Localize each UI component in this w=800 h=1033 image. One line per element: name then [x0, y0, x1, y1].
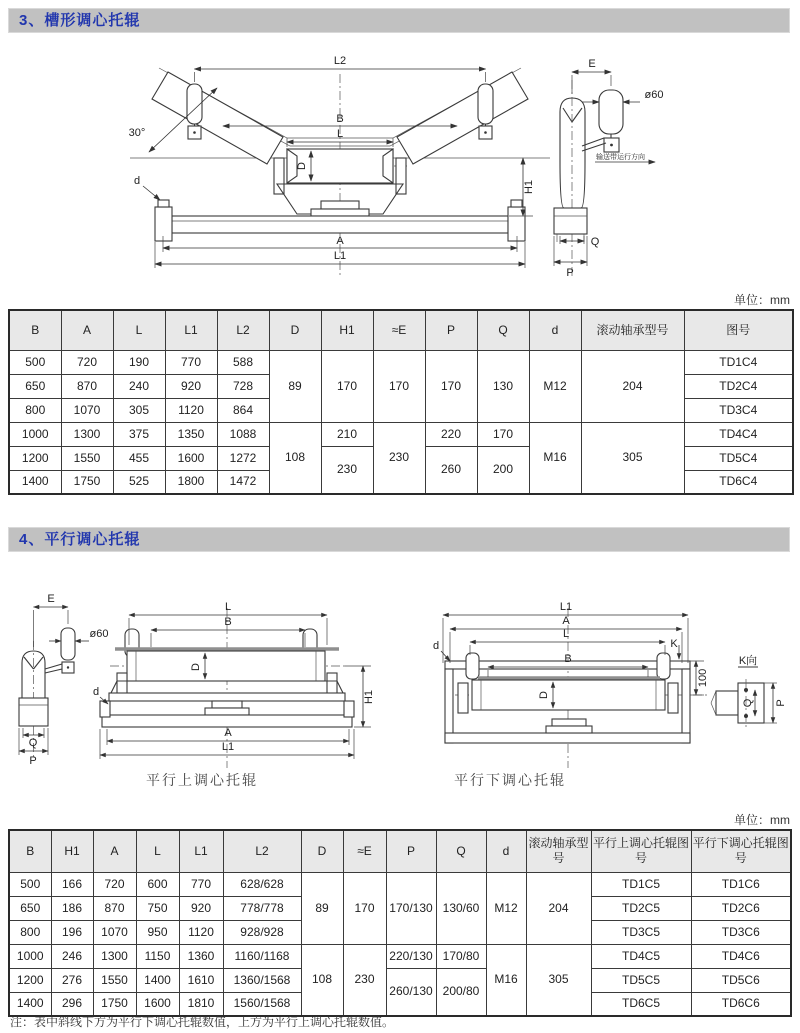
col-header: P	[386, 830, 436, 872]
cell: 1000	[9, 944, 51, 968]
cell: 260	[425, 446, 477, 494]
col-header: 滚动轴承型号	[526, 830, 591, 872]
cell: 240	[113, 374, 165, 398]
cell: 130	[477, 350, 529, 422]
cell: M16	[486, 944, 526, 1016]
section4-header-bar	[8, 527, 790, 552]
dim-label-bolt-d: d	[92, 686, 100, 698]
cell: TD1C5	[591, 872, 691, 896]
trough-idler-side-view-drawing	[540, 50, 790, 290]
cell: TD4C6	[691, 944, 791, 968]
cell: TD3C6	[691, 920, 791, 944]
cell: 170	[321, 350, 373, 422]
cell: 1810	[179, 992, 223, 1016]
dim-label-dia60: ø60	[644, 89, 664, 101]
cell: 720	[61, 350, 113, 374]
cell: 600	[136, 872, 179, 896]
col-header: L	[113, 310, 165, 350]
col-header: Q	[477, 310, 529, 350]
dim-label-dia60: ø60	[89, 628, 109, 640]
section3-title: 3、槽形调心托辊	[19, 12, 141, 29]
cell: 108	[301, 944, 343, 1016]
cell: 500	[9, 872, 51, 896]
dim-label-p: P	[566, 267, 574, 279]
cell: TD4C4	[684, 422, 793, 446]
cell: 170	[477, 422, 529, 446]
col-header: A	[61, 310, 113, 350]
table-note: 注：表中斜线下方为平行下调心托辊数值，上方为平行上调心托辊数值。	[10, 1015, 395, 1029]
cell: 305	[526, 944, 591, 1016]
col-header: A	[93, 830, 136, 872]
dim-label-q: Q	[742, 698, 754, 708]
cell: TD2C5	[591, 896, 691, 920]
cell: 1150	[136, 944, 179, 968]
col-header: B	[9, 830, 51, 872]
dim-label-e: E	[588, 58, 596, 70]
col-header: L1	[179, 830, 223, 872]
cell: 920	[179, 896, 223, 920]
cell: 1120	[165, 398, 217, 422]
cell: 1120	[179, 920, 223, 944]
cell: TD3C4	[684, 398, 793, 422]
cell: 246	[51, 944, 93, 968]
col-header: 平行上调心托辊图号	[591, 830, 691, 872]
cell: 170	[343, 872, 386, 944]
cell: 650	[9, 896, 51, 920]
dim-label-angle30: 30°	[128, 127, 146, 139]
dim-label-l1: L1	[221, 741, 235, 753]
dim-label-d-roller: D	[296, 162, 308, 170]
cell: 89	[269, 350, 321, 422]
col-header: D	[269, 310, 321, 350]
section3-header-bar	[8, 8, 790, 33]
col-header: 图号	[684, 310, 793, 350]
col-header: H1	[51, 830, 93, 872]
table-header-row	[9, 830, 791, 872]
cell: 770	[165, 350, 217, 374]
cell: 1550	[61, 446, 113, 470]
trough-idler-dimensions-table	[8, 309, 794, 495]
cell: 305	[581, 422, 684, 494]
cell: TD2C4	[684, 374, 793, 398]
cell: 770	[179, 872, 223, 896]
cell: 778/778	[223, 896, 301, 920]
col-header: Q	[436, 830, 486, 872]
dim-label-h1: H1	[363, 689, 375, 705]
cell: 920	[165, 374, 217, 398]
cell: 375	[113, 422, 165, 446]
cell: TD5C5	[591, 968, 691, 992]
cell: 210	[321, 422, 373, 446]
col-header: d	[486, 830, 526, 872]
col-header: L2	[223, 830, 301, 872]
cell: 204	[526, 872, 591, 944]
cell: 1560/1568	[223, 992, 301, 1016]
cell: 1070	[93, 920, 136, 944]
table-row	[9, 422, 793, 446]
dim-label-a: A	[224, 727, 232, 739]
dim-label-l: L	[224, 601, 232, 613]
cell: TD6C5	[591, 992, 691, 1016]
cell: 296	[51, 992, 93, 1016]
dim-label-b: B	[224, 616, 232, 628]
cell: 130/60	[436, 872, 486, 944]
cell: M12	[486, 872, 526, 944]
dim-label-p: P	[775, 699, 787, 707]
cell: 220	[425, 422, 477, 446]
cell: 200	[477, 446, 529, 494]
cell: 864	[217, 398, 269, 422]
cell: 89	[301, 872, 343, 944]
cell: 1550	[93, 968, 136, 992]
table-row	[9, 944, 791, 968]
dim-label-l: L	[336, 128, 344, 140]
cell: 108	[269, 422, 321, 494]
cell: 455	[113, 446, 165, 470]
col-header: B	[9, 310, 61, 350]
cell: 200/80	[436, 968, 486, 1016]
cell: 1400	[9, 470, 61, 494]
dim-label-e: E	[47, 593, 55, 605]
dim-label-d-roller: D	[538, 691, 550, 699]
col-header: D	[301, 830, 343, 872]
cell: M16	[529, 422, 581, 494]
cell: TD6C4	[684, 470, 793, 494]
cell: 260/130	[386, 968, 436, 1016]
cell: 170/130	[386, 872, 436, 944]
cell: TD2C6	[691, 896, 791, 920]
dim-label-h1: H1	[523, 179, 535, 195]
cell: 650	[9, 374, 61, 398]
table-row	[9, 968, 791, 992]
cell: 1200	[9, 446, 61, 470]
belt-direction-label: 输送带运行方向	[596, 154, 645, 161]
cell: 500	[9, 350, 61, 374]
cell: 1750	[61, 470, 113, 494]
cell: 1200	[9, 968, 51, 992]
cell: 186	[51, 896, 93, 920]
parallel-lower-idler-drawing	[420, 583, 795, 773]
cell: 1610	[179, 968, 223, 992]
cell: 750	[136, 896, 179, 920]
col-header: L	[136, 830, 179, 872]
unit-label: 单位：mm	[734, 293, 790, 307]
dim-label-l: L	[562, 628, 570, 640]
cell: TD5C4	[684, 446, 793, 470]
cell: 1160/1168	[223, 944, 301, 968]
col-header: 平行下调心托辊图号	[691, 830, 791, 872]
col-header: P	[425, 310, 477, 350]
parallel-idler-dimensions-table	[8, 829, 792, 1017]
table-row	[9, 872, 791, 896]
cell: 1000	[9, 422, 61, 446]
dim-label-100: 100	[697, 668, 709, 688]
cell: TD1C6	[691, 872, 791, 896]
cell: 220/130	[386, 944, 436, 968]
cell: 196	[51, 920, 93, 944]
cell: 628/628	[223, 872, 301, 896]
cell: 720	[93, 872, 136, 896]
cell: 166	[51, 872, 93, 896]
section4-title: 4、平行调心托辊	[19, 531, 141, 548]
cell: 1600	[136, 992, 179, 1016]
cell: 1400	[136, 968, 179, 992]
cell: 1400	[9, 992, 51, 1016]
dim-label-bolt-d: d	[432, 640, 440, 652]
cell: 190	[113, 350, 165, 374]
dim-label-b: B	[336, 113, 344, 125]
dim-label-q: Q	[28, 737, 38, 749]
cell: TD6C6	[691, 992, 791, 1016]
col-header: ≈E	[343, 830, 386, 872]
cell: 276	[51, 968, 93, 992]
dim-label-l2: L2	[333, 55, 347, 67]
cell: 588	[217, 350, 269, 374]
dim-label-q: Q	[590, 236, 600, 248]
cell: 870	[61, 374, 113, 398]
cell: 230	[343, 944, 386, 1016]
cell: 525	[113, 470, 165, 494]
dim-label-d-roller: D	[190, 663, 202, 671]
cell: 170	[425, 350, 477, 422]
cell: 800	[9, 920, 51, 944]
cell: TD5C6	[691, 968, 791, 992]
cell: 1360	[179, 944, 223, 968]
cell: 204	[581, 350, 684, 422]
col-header: L1	[165, 310, 217, 350]
cell: 230	[321, 446, 373, 494]
dim-label-a: A	[336, 235, 344, 247]
col-header: L2	[217, 310, 269, 350]
cell: 170/80	[436, 944, 486, 968]
cell: TD4C5	[591, 944, 691, 968]
cell: 230	[373, 422, 425, 494]
cell: 1300	[93, 944, 136, 968]
trough-idler-front-view-drawing	[125, 46, 555, 291]
parallel-upper-idler-drawing	[5, 583, 435, 773]
cell: 1750	[93, 992, 136, 1016]
cell: 1088	[217, 422, 269, 446]
dim-label-l1: L1	[333, 250, 347, 262]
caption-parallel-upper-idler: 平行上调心托辊	[146, 772, 258, 788]
dim-label-l1: L1	[559, 601, 573, 613]
cell: 1070	[61, 398, 113, 422]
cell: 1360/1568	[223, 968, 301, 992]
unit-label: 单位：mm	[734, 813, 790, 827]
table-row	[9, 350, 793, 374]
col-header: H1	[321, 310, 373, 350]
cell: 1472	[217, 470, 269, 494]
col-header: 滚动轴承型号	[581, 310, 684, 350]
dim-label-a: A	[562, 615, 570, 627]
cell: 170	[373, 350, 425, 422]
cell: 1272	[217, 446, 269, 470]
k-view-label: K向	[738, 655, 758, 667]
col-header: d	[529, 310, 581, 350]
cell: TD3C5	[591, 920, 691, 944]
cell: 1800	[165, 470, 217, 494]
cell: 800	[9, 398, 61, 422]
cell: 1350	[165, 422, 217, 446]
col-header: ≈E	[373, 310, 425, 350]
dim-label-bolt-d: d	[133, 175, 141, 187]
dim-label-p: P	[29, 755, 37, 767]
cell: TD1C4	[684, 350, 793, 374]
cell: 305	[113, 398, 165, 422]
cell: 870	[93, 896, 136, 920]
cell: 928/928	[223, 920, 301, 944]
cell: 1600	[165, 446, 217, 470]
cell: 728	[217, 374, 269, 398]
cell: 950	[136, 920, 179, 944]
cell: M12	[529, 350, 581, 422]
table-header-row	[9, 310, 793, 350]
dim-label-b: B	[564, 653, 572, 665]
dim-label-k: K	[670, 638, 678, 650]
cell: 1300	[61, 422, 113, 446]
caption-parallel-lower-idler: 平行下调心托辊	[454, 772, 566, 788]
